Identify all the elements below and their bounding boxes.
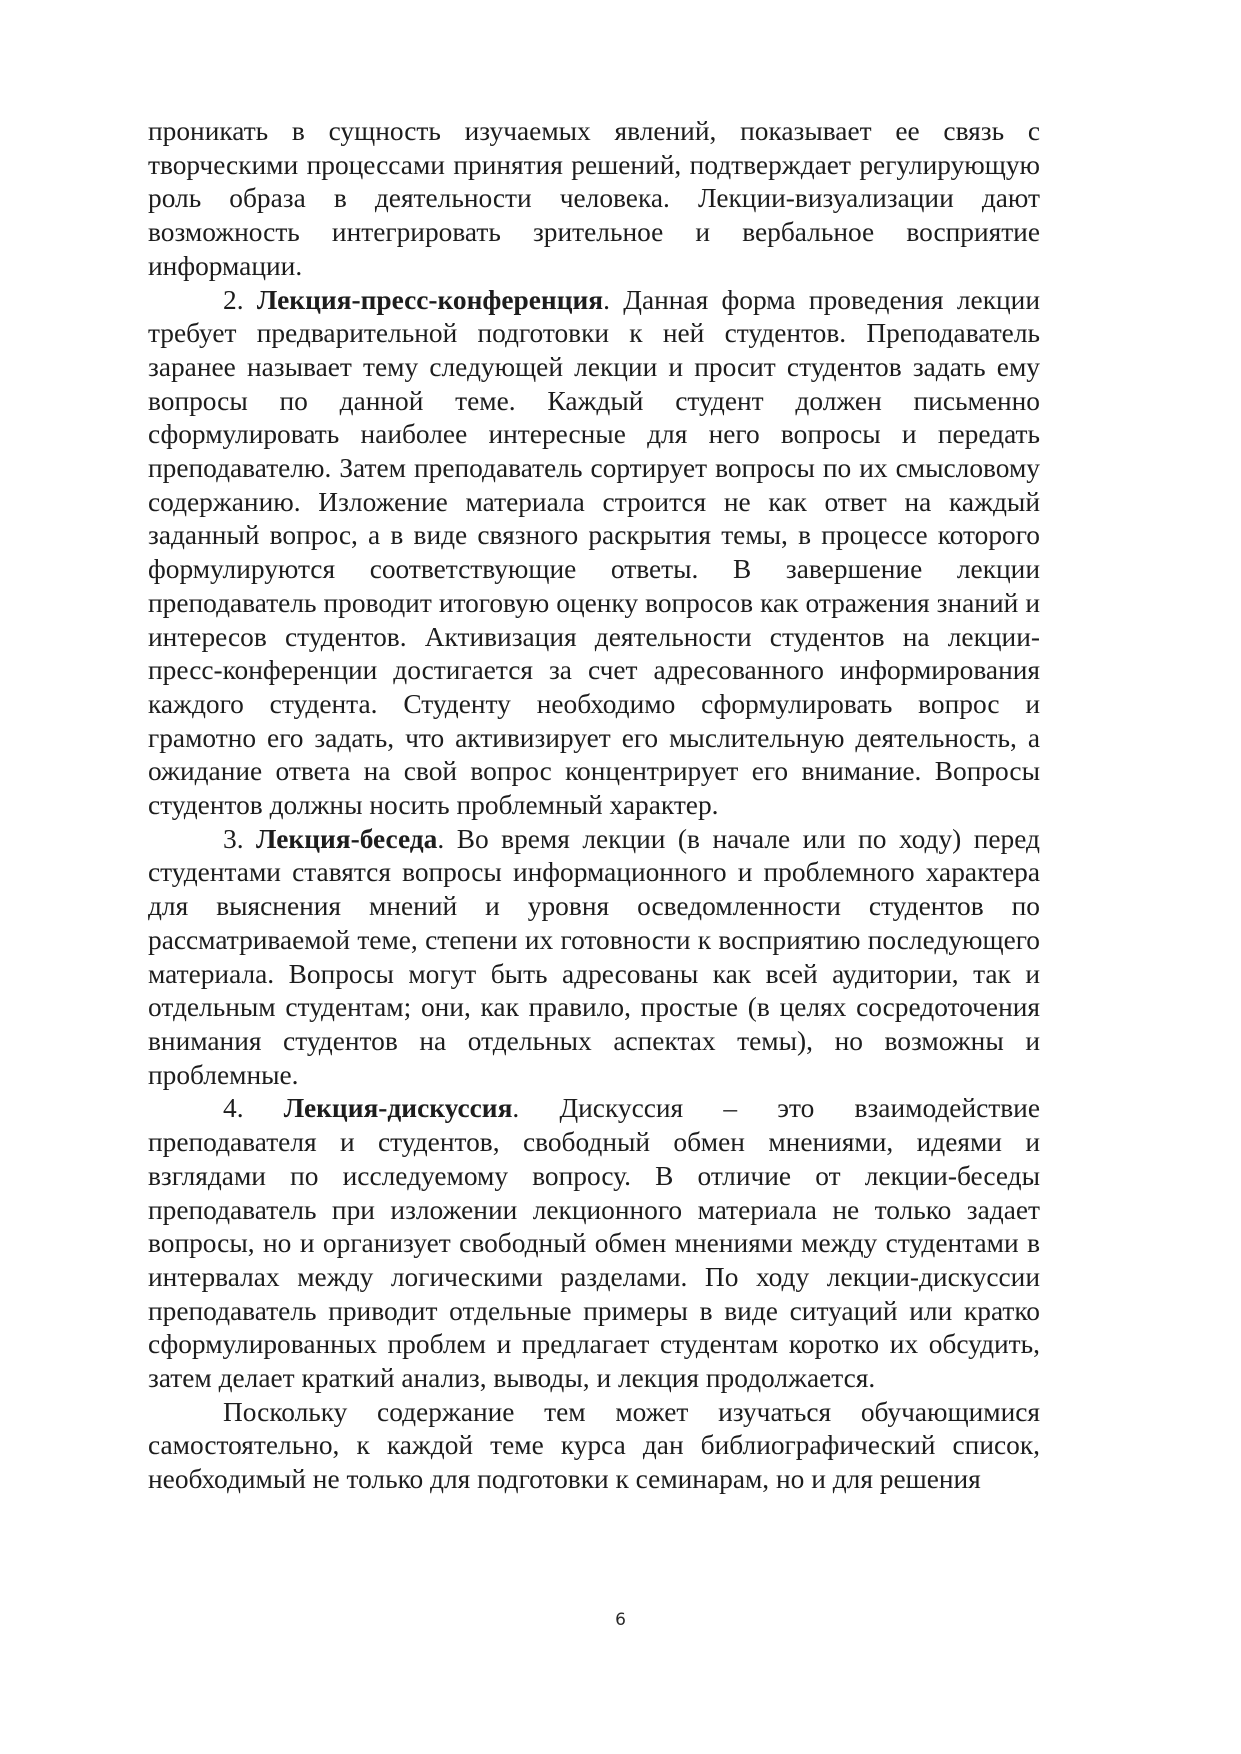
paragraph-text: Поскольку содержание тем может изучаться обучающимися самостоятельно, к каждой теме курса дан библиографический список, необходимый не только для подготовки к семинарам, но и для решения [148, 1396, 1040, 1495]
text-body [148, 115, 1040, 1497]
item-heading: Лекция-беседа [256, 823, 438, 854]
paragraph-text: . Данная форма проведения лекции требует предварительной подготовки к ней студентов. Преподаватель заранее называет тему следующей лекции и просит студентов задать ему вопросы по данной теме. Каждый студент должен письменно сформулировать наиболее интересные для него вопросы и передать преподавателю. Затем преподаватель сортирует вопросы по их смысловому содержанию. Изложение материала строится не как ответ на каждый заданный вопрос, а в виде связного раскрытия темы, в процессе которого формулируются соответствующие ответы. В завершение лекции преподаватель проводит итоговую оценку вопросов как отражения знаний и интересов студентов. Активизация деятельности студентов на лекции-пресс-конференции достигается за счет адресованного информирования каждого студента. Студенту необходимо сформулировать вопрос и грамотно его задать, что активизирует его мыслительную деятельность, а ожидание ответа на свой вопрос концентрирует его внимание. Вопросы студентов должны носить проблемный характер. [148, 284, 1040, 821]
paragraph-text: проникать в сущность изучаемых явлений, показывает ее связь с творческими процессами принятия решений, подтверждает регулирующую роль образа в деятельности человека. Лекции-визуализации дают возможность интегрировать зрительное и вербальное восприятие информации. [148, 116, 1040, 281]
paragraph-text: . Дискуссия – это взаимодействие преподавателя и студентов, свободный обмен мнениями, идеями и взглядами по исследуемому вопросу. В отличие от лекции-беседы преподаватель при изложении лекционного материала не только задает вопросы, но и организует свободный обмен мнениями между студентами в интервалах между логическими разделами. По ходу лекции-дискуссии преподаватель приводит отдельные примеры в виде ситуаций или кратко сформулированных проблем и предлагает студентам коротко их обсудить, затем делает краткий анализ, выводы, и лекция продолжается. [148, 1093, 1040, 1394]
paragraph-continuation [148, 115, 1040, 284]
item-heading: Лекция-пресс-конференция [256, 284, 604, 315]
paragraph-bibliography-note [148, 1396, 1040, 1497]
page-number: 6 [615, 1610, 626, 1630]
paragraph-text: . Во время лекции (в начале или по ходу) перед студентами ставятся вопросы информационного и проблемного характера для выяснения мнений и уровня осведомленности студентов по рассматриваемой теме, степени их готовности к восприятию последующего материала. Вопросы могут быть адресованы как всей аудитории, так и отдельным студентам; они, как правило, простые (в целях сосредоточения внимания студентов на отдельных аспектах темы), но возможны и проблемные. [148, 823, 1040, 1090]
item-number: 3. [223, 823, 244, 854]
item-heading: Лекция-дискуссия [283, 1093, 513, 1124]
item-number: 2. [223, 284, 244, 315]
paragraph-lecture-press-conference [148, 284, 1040, 823]
item-number: 4. [223, 1093, 244, 1124]
paragraph-lecture-conversation [148, 823, 1040, 1093]
paragraph-lecture-discussion [148, 1092, 1040, 1395]
